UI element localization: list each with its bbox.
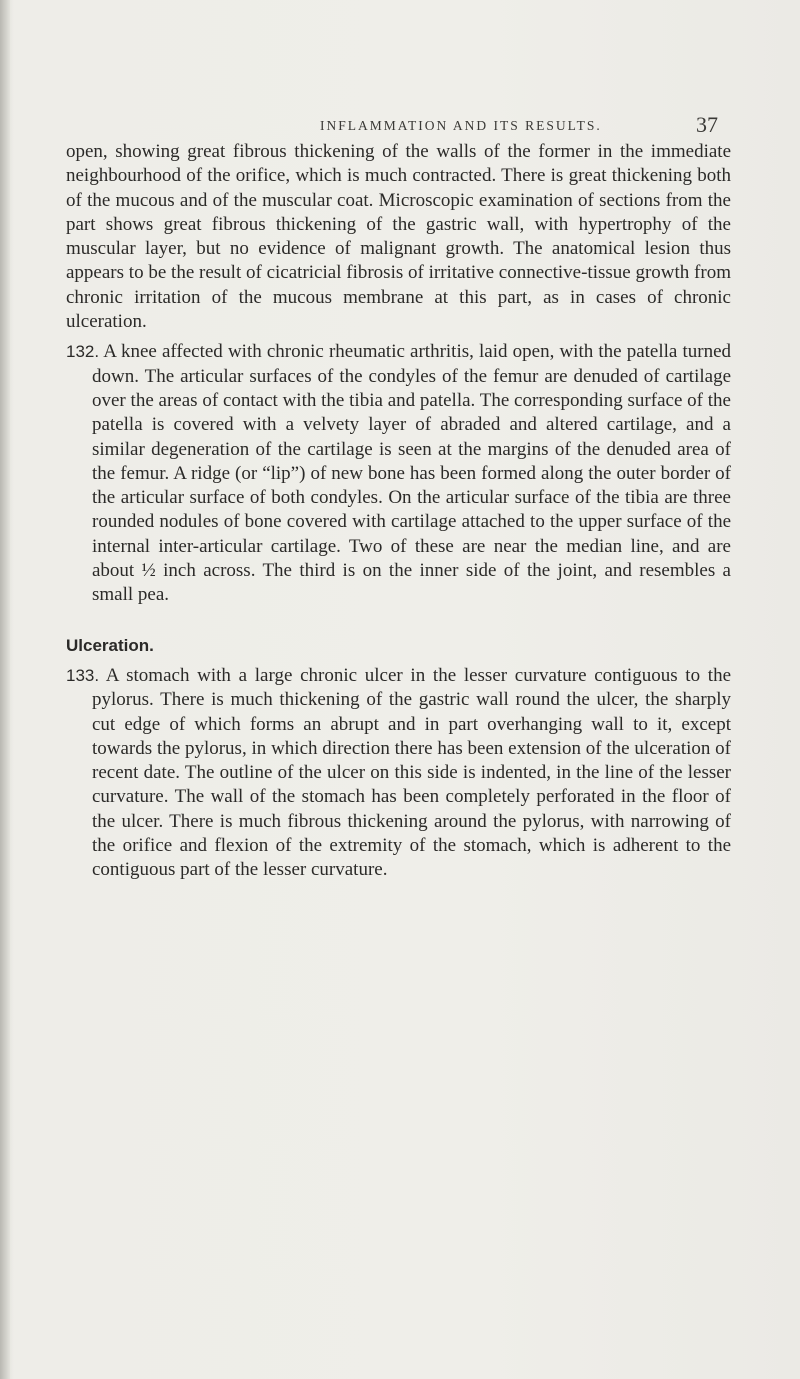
continued-paragraph: open, showing great fibrous thickening of the walls of the former in the immediate neighbourhood of the orifice, which is much contracted. There is great thickening both of the mucous and of the muscular coat. Microscopic examination of sections from the part shows great fibrous thickening of the gastric wall, with hypertrophy of the muscular layer, but no evidence of malignant growth. The anatomical lesion thus appears to be the result of cicatricial fibrosis of irritative connective-tissue growth from chronic irritation of the mucous membrane at this part, as in cases of chronic ulceration.: [66, 141, 731, 333]
catalogue-entry: [66, 340, 731, 607]
section-heading: Ulceration.: [66, 635, 154, 655]
entry-number: 133.: [66, 665, 100, 685]
running-title: INFLAMMATION AND ITS RESULTS.: [320, 118, 602, 133]
page-number: 37: [696, 112, 718, 137]
entry-text: A knee affected with chronic rheumatic arthritis, laid open, with the patella turned down. The articular surfaces of the condyles of the femur are denuded of cartilage over the areas of contact with the tibia and patella. The corresponding surface of the patella is covered with a velvety layer of abraded and altered cartilage, and a similar degeneration of the cartilage is seen at the margins of the denuded area of the femur. A ridge (or “lip”) of new bone has been formed along the outer border of the articular surface of both condyles. On the articular surface of the tibia are three rounded nodules of bone covered with cartilage attached to the upper surface of the internal inter-articular cartilage. Two of these are near the median line, and are about ½ inch across. The third is on the inner side of the joint, and resembles a small pea.: [92, 341, 732, 606]
catalogue-entry: [66, 664, 731, 883]
entry-text: A stomach with a large chronic ulcer in the lesser curvature contiguous to the pylorus. There is much thickening of the gastric wall round the ulcer, the sharply cut edge of which forms an abrupt and in part overhanging wall to it, except towards the pylorus, in which direction there has been extension of the ulceration of recent date. The outline of the ulcer on this side is indented, in the line of the lesser curvature. The wall of the stomach has been completely perforated in the floor of the ulcer. There is much fibrous thickening around the pylorus, with narrowing of the orifice and flexion of the extremity of the stomach, which is adherent to the contiguous part of the lesser curvature.: [92, 664, 731, 881]
page-body: [66, 140, 731, 889]
page-header: [320, 112, 720, 140]
entry-number: 132.: [66, 342, 100, 362]
page-binding-shadow: [0, 0, 10, 1379]
